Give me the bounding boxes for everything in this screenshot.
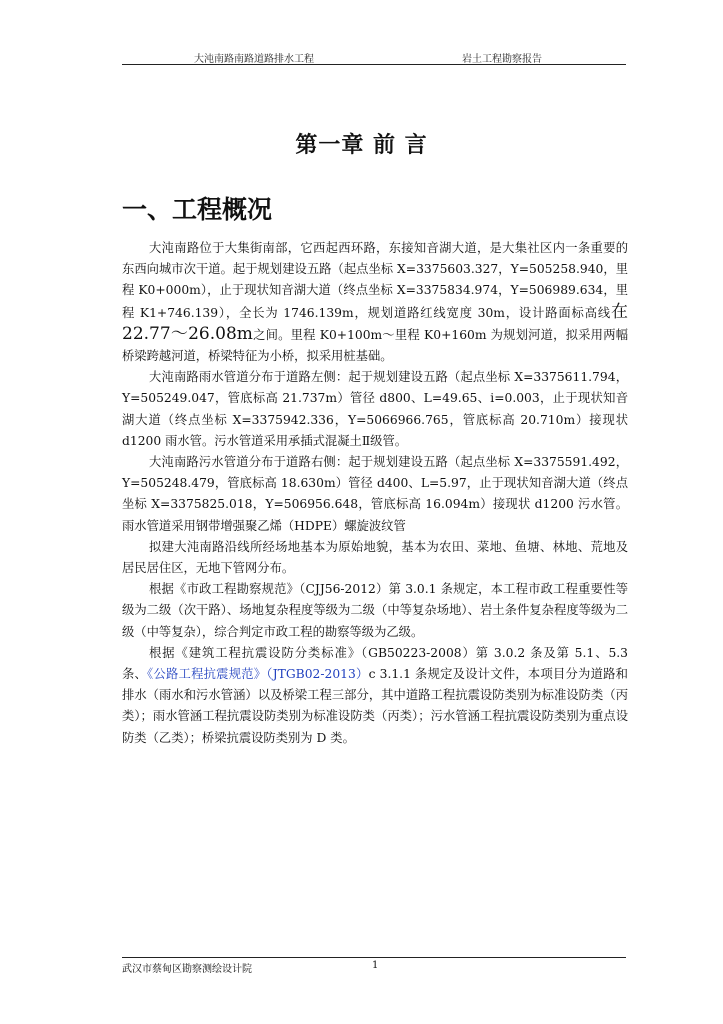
paragraph-survey-grade: 根据《市政工程勘察规范》（CJJ56-2012）第 3.0.1 条规定，本工程市政工程重要性等级为二级（次干路）、场地复杂程度等级为二级（中等复杂场地）、岩土条件复杂程度等级为二级（中等复杂），综合判定市政工程的勘察等级为乙级。	[122, 582, 628, 639]
body-text	[122, 238, 628, 749]
page-header	[122, 50, 626, 64]
paragraph-seismic-classification	[122, 643, 628, 749]
page-footer	[122, 960, 626, 974]
paragraph-site-conditions: 拟建大沌南路沿线所经场地基本为原始地貌，基本为农田、菜地、鱼塘、林地、荒地及居民居住区，无地下管网分布。	[122, 539, 628, 576]
header-project-title: 大沌南路南路道路排水工程	[194, 54, 314, 65]
paragraph-sewage-pipe: 大沌南路污水管道分布于道路右侧：起于规划建设五路（起点坐标 X=3375591.492，Y=505248.479，管底标高 18.630m）管径 d400、L=5.97，止于现状知音湖大道（终点坐标 X=3375825.018，Y=506956.648，管底标高 16.094m）接现状 d1200 污水管。雨水管道采用钢带增强聚乙烯（HDPE）螺旋波纹管	[122, 455, 628, 533]
page-number: 1	[372, 960, 379, 971]
paragraph-rainwater-pipe: 大沌南路雨水管道分布于道路左侧：起于规划建设五路（起点坐标 X=3375611.794，Y=505249.047，管底标高 21.737m）管径 d800、L=49.65、i=0.003，止于现状知音湖大道（终点坐标 X=3375942.336，Y=5066966.765，管底标高 20.710m）接现状 d1200 雨水管。污水管道采用承插式混凝土Ⅱ级管。	[122, 370, 628, 448]
highway-seismic-code-link[interactable]: 《公路工程抗震规范》（JTGB02-2013）	[147, 667, 369, 682]
header-divider	[122, 64, 626, 65]
elevation-range-text: 在 22.77～26.08m	[122, 301, 628, 344]
chapter-title: 第一章 前 言	[295, 132, 428, 158]
header-report-type: 岩土工程勘察报告	[462, 54, 542, 65]
paragraph-text: 大沌南路位于大集街南部，它西起西环路，东接知音湖大道，是大集社区内一条重要的东西向城市次干道。起于规划建设五路（起点坐标 X=3375603.327，Y=505258.940，里程 K0+000m），止于现状知音湖大道（终点坐标 X=3375834.974，Y=506989.634，里程 K1+746.139），全长为 1746.139m，规划道路红线宽度 30m，设计路面标高线	[122, 241, 628, 320]
paragraph-text: 根据《建筑工程抗震设防分类标准》（GB50223-2008）第 3.0.2 条及第 5.1、5.3 条、	[122, 645, 628, 682]
paragraph-project-overview	[122, 238, 628, 367]
footer-divider	[122, 957, 626, 958]
section-title: 一、工程概况	[122, 195, 273, 224]
paragraph-text: 之间。里程 K0+100m～里程 K0+160m 为规划河道，拟采用两幅桥梁跨越河道，桥梁特征为小桥，拟采用桩基础。	[122, 327, 628, 364]
footer-organization: 武汉市蔡甸区勘察测绘设计院	[122, 964, 252, 975]
paragraph-text: c 3.1.1 条规定及设计文件，本项目分为道路和排水（雨水和污水管涵）以及桥梁工程三部分，其中道路工程抗震设防类别为标准设防类（丙类）；雨水管涵工程抗震设防类别为标准设防类（丙类）；污水管涵工程抗震设防类别为重点设防类（乙类）；桥梁抗震设防类别为 D 类。	[122, 667, 628, 745]
